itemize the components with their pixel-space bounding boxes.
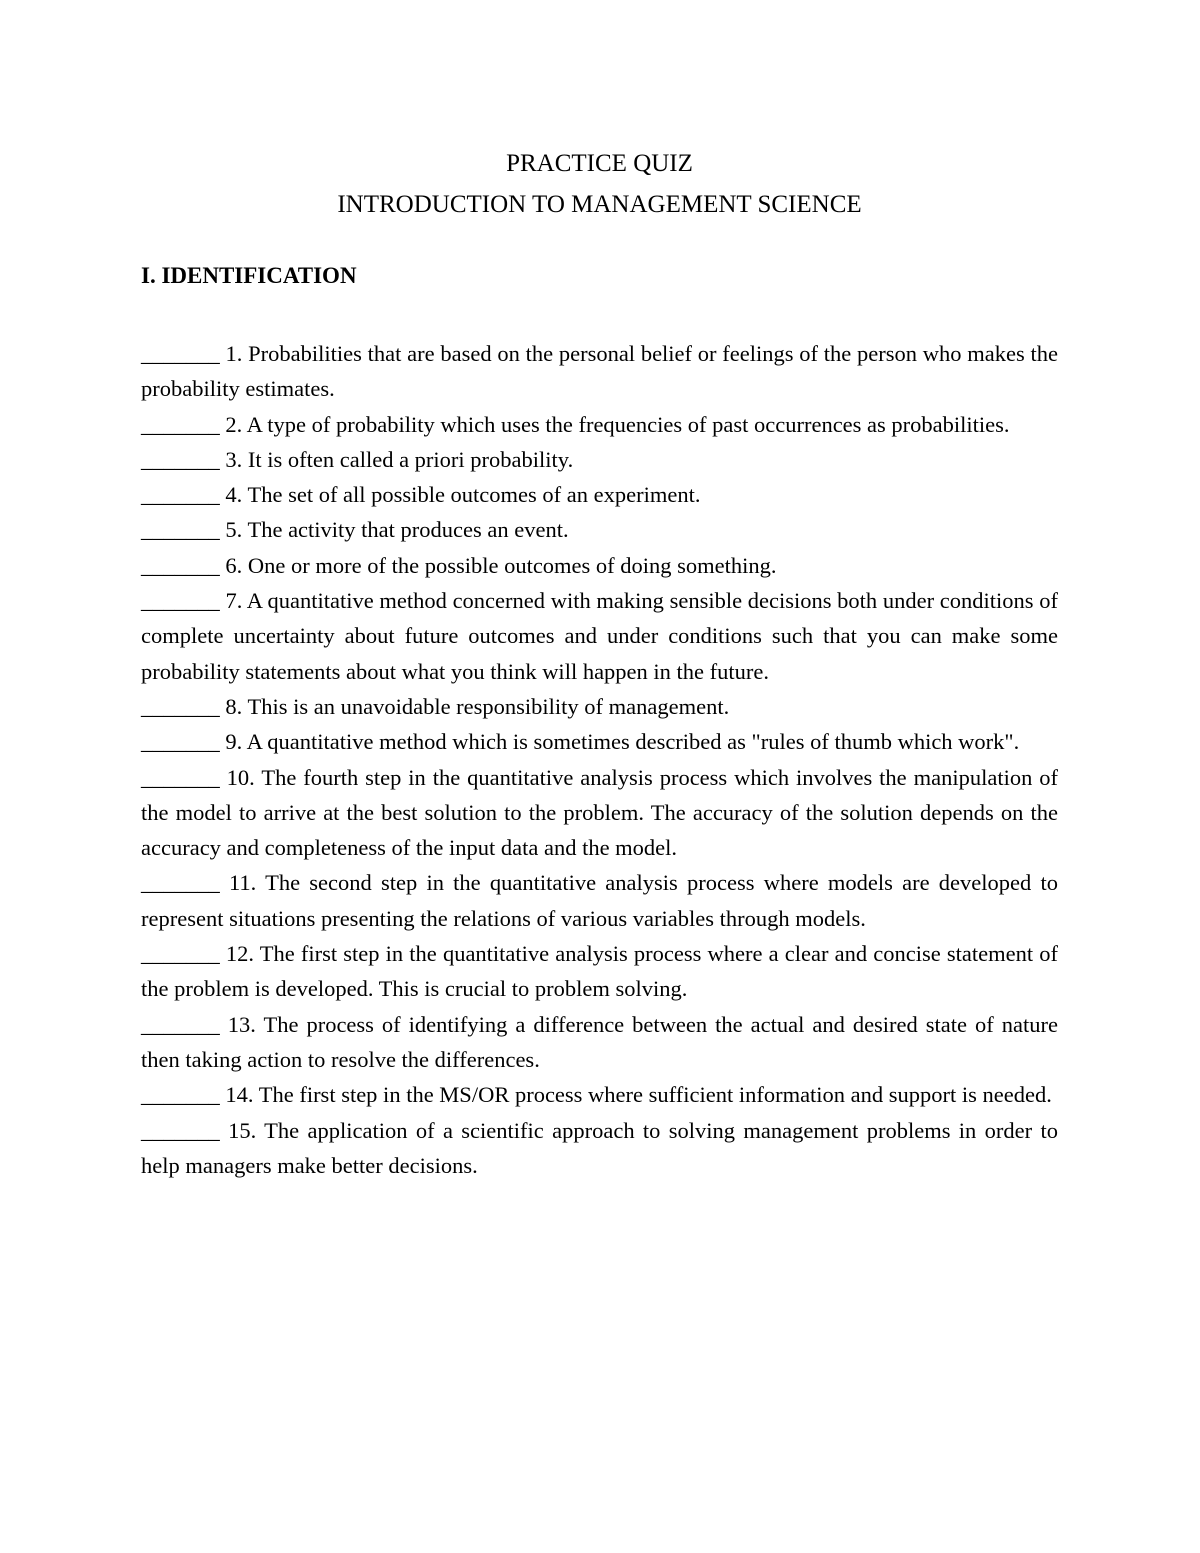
question-item-3: _______ 3. It is often called a priori probability. — [141, 446, 574, 472]
question-item-15: _______ 15. The application of a scientific approach to solving management problems in order to help managers make better decisions. — [141, 1117, 1058, 1178]
section-heading: I. IDENTIFICATION — [141, 263, 357, 288]
question-item-14: _______ 14. The first step in the MS/OR process where sufficient information and support is needed. — [141, 1082, 1052, 1108]
quiz-title: PRACTICE QUIZ — [506, 150, 693, 177]
question-item-7: _______ 7. A quantitative method concerned with making sensible decisions both under conditions of complete uncertainty about future outcomes and under conditions such that you can make some probability statements about what you think will happen in the future. — [141, 588, 1058, 684]
question-item-10: _______ 10. The fourth step in the quantitative analysis process which involves the manipulation of the model to arrive at the best solution to the problem. The accuracy of the solution depends on the accuracy and completeness of the input data and the model. — [141, 764, 1058, 861]
question-item-11: _______ 11. The second step in the quantitative analysis process where models are developed to represent situations presenting the relations of various variables through models. — [141, 870, 1058, 931]
question-item-9: _______ 9. A quantitative method which is sometimes described as "rules of thumb which work". — [141, 729, 1020, 755]
question-item-1: _______ 1. Probabilities that are based on the personal belief or feelings of the person who makes the probability estimates. — [141, 341, 1058, 402]
question-item-12: _______ 12. The first step in the quantitative analysis process where a clear and concise statement of the problem is developed. This is crucial to problem solving. — [141, 941, 1058, 1002]
document-page — [141, 143, 1058, 1178]
question-item-8: _______ 8. This is an unavoidable responsibility of management. — [141, 693, 730, 719]
question-list — [141, 336, 1058, 1183]
question-item-13: _______ 13. The process of identifying a difference between the actual and desired state of nature then taking action to resolve the differences. — [141, 1011, 1058, 1072]
question-item-2: _______ 2. A type of probability which uses the frequencies of past occurrences as probabilities. — [141, 411, 1010, 437]
question-item-6: _______ 6. One or more of the possible outcomes of doing something. — [141, 552, 777, 578]
quiz-subtitle: INTRODUCTION TO MANAGEMENT SCIENCE — [337, 191, 862, 218]
question-item-5: _______ 5. The activity that produces an event. — [141, 517, 569, 543]
question-item-4: _______ 4. The set of all possible outcomes of an experiment. — [141, 482, 701, 508]
